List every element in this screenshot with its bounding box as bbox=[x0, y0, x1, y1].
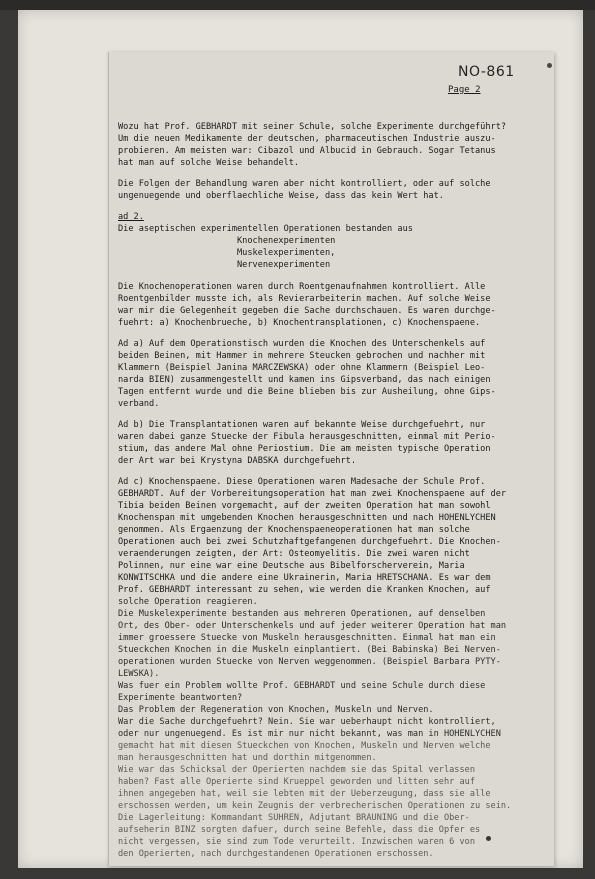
text-line: LEWSKA). bbox=[118, 669, 160, 679]
text-line: Knochenexperimenten bbox=[118, 236, 336, 246]
text-line: Roentgenbilder musste ich, als Revierarbeiterin machen. Auf solche Weise bbox=[118, 294, 491, 304]
text-line: Ad c) Knochenspaene. Diese Operationen waren Madesache der Schule Prof. bbox=[118, 477, 486, 487]
text-line: gemacht hat mit diesen Stueckchen von Knochen, Muskeln und Nerven welche bbox=[118, 741, 491, 751]
text-line: Die Knochenoperationen waren durch Roentgenaufnahmen kontrolliert. Alle bbox=[118, 282, 486, 292]
text-line: war mir die Gelegenheit gegeben die Sache durchschauen. Es waren durchge- bbox=[118, 306, 496, 316]
text-line: waren dabei ganze Stuecke der Fibula herausgeschnitten, einmal mit Perio- bbox=[118, 432, 496, 442]
text-line: erschossen werden, um kein Zeugnis der verbrecherischen Operationen zu sein. bbox=[118, 801, 512, 811]
text-line: veraenderungen zeigten, der Art: Osteomyelitis. Die zwei waren nicht bbox=[118, 549, 470, 559]
text-line: Die Lagerleitung: Kommandant SUHREN, Adjutant BRAUNING und die Ober- bbox=[118, 813, 470, 823]
text-line: fuehrt: a) Knochenbrueche, b) Knochentransplationen, c) Knochenspaene. bbox=[118, 318, 481, 328]
text-line: Die aseptischen experimentellen Operationen bestanden aus bbox=[118, 224, 413, 234]
text-line: ungenuegende und oberflaechliche Weise, dass das kein Wert hat. bbox=[118, 191, 444, 201]
text-line: haben? Fast alle Operierte sind Krueppel geworden und litten sehr auf bbox=[118, 777, 475, 787]
text-line: Die Muskelexperimente bestanden aus mehreren Operationen, auf denselben bbox=[118, 609, 486, 619]
text-line: Knochenspan mit umgebenden Knochen herausgeschnitten und nach HOHENLYCHEN bbox=[118, 513, 496, 523]
text-line: narda BIEN) zusammengestellt und kamen ins Gipsverband, das nach einigen bbox=[118, 375, 491, 385]
text-line: verband. bbox=[118, 399, 160, 409]
scan-edge bbox=[0, 0, 595, 10]
text-line: Operationen auch bei zwei Schutzhaftgefangenen durchgefuehrt. Die Knochen- bbox=[118, 537, 501, 547]
text-line: Ort, des Ober- oder Unterschenkels und auf jeder weiterer Operation hat man bbox=[118, 621, 507, 631]
text-line: KONWITSCHKA und die andere eine Ukrainerin, Maria HRETSCHANA. Es war dem bbox=[118, 573, 491, 583]
punch-hole bbox=[547, 63, 552, 68]
text-line: man herausgeschnitten hat und dorthin mitgenommen. bbox=[118, 753, 377, 763]
text-line: hat man auf solche Weise behandelt. bbox=[118, 158, 300, 168]
text-line: Die Folgen der Behandlung waren aber nicht kontrolliert, oder auf solche bbox=[118, 179, 491, 189]
text-line: Klammern (Beispiel Janina MARCZEWSKA) oder ohne Klammern (Beispiel Leo- bbox=[118, 363, 486, 373]
text-line: Ad b) Die Transplantationen waren auf bekannte Weise durchgefuehrt, nur bbox=[118, 420, 486, 430]
text-line: Was fuer ein Problem wollte Prof. GEBHARDT und seine Schule durch diese bbox=[118, 681, 486, 691]
text-line: genommen. Als Ergaenzung der Knochenspaeneoperationen hat man solche bbox=[118, 525, 470, 535]
text-line: stium, das andere Mal ohne Periostium. Die am meisten typische Operation bbox=[118, 444, 491, 454]
text-line: Experimente beantworten? bbox=[118, 693, 243, 703]
text-line: der Art war bei Krystyna DABSKA durchgefuehrt. bbox=[118, 456, 356, 466]
text-line: aufseherin BINZ sorgten dafuer, durch seine Befehle, dass die Opfer es bbox=[118, 825, 481, 835]
text-line: Wie war das Schicksal der Operierten nachdem sie das Spital verlassen bbox=[118, 765, 475, 775]
text-line: Stueckchen Knochen in die Muskeln einplantiert. (Bei Babinska) Bei Nerven- bbox=[118, 645, 501, 655]
text-line: Ad a) Auf dem Operationstisch wurden die Knochen des Unterschenkels auf bbox=[118, 339, 486, 349]
text-line: War die Sache durchgefuehrt? Nein. Sie war ueberhaupt nicht kontrolliert, bbox=[118, 717, 496, 727]
text-line: solche Operation reagieren. bbox=[118, 597, 258, 607]
text-line: Prof. GEBHARDT interessant zu sehen, wie werden die Kranken Knochen, auf bbox=[118, 585, 491, 595]
text-line: Um die neuen Medikamente der deutschen, pharmaceutischen Industrie auszu- bbox=[118, 134, 496, 144]
text-line: ihnen angegeben hat, weil sie lebten mit der Ueberzeugung, dass sie alle bbox=[118, 789, 491, 799]
text-line: Das Problem der Regeneration von Knochen, Muskeln und Nerven. bbox=[118, 705, 434, 715]
text-line: probieren. Am meisten war: Cibazol und Albucid in Gebrauch. Sogar Tetanus bbox=[118, 146, 496, 156]
text-line: beiden Beinen, mit Hammer in mehrere Steucken gebrochen und nachher mit bbox=[118, 351, 486, 361]
text-line: Nervenexperimenten bbox=[118, 260, 331, 270]
text-line: Muskelexperimenten, bbox=[118, 248, 336, 258]
text-line: ad 2. bbox=[118, 212, 144, 222]
text-line: den Operierten, nach durchgestandenen Operationen erschossen. bbox=[118, 849, 434, 859]
text-line: GEBHARDT. Auf der Vorbereitungsoperation hat man zwei Knochenspaene auf der bbox=[118, 489, 507, 499]
text-line: Tibia beiden Beinen vorgemacht, auf der zweiten Operation hat man sowohl bbox=[118, 501, 491, 511]
text-line: immer groessere Stuecke von Muskeln herausgeschnitten. Einmal hat man ein bbox=[118, 633, 496, 643]
page-label: Page 2 bbox=[448, 85, 481, 95]
text-line: oder nur ungenuegend. Es ist mir nur nicht bekannt, was man in HOHENLYCHEN bbox=[118, 729, 501, 739]
text-line: nicht vergessen, sie sind zum Tode verurteilt. Inzwischen waren 6 von bbox=[118, 837, 475, 847]
text-line: Tagen entfernt wurde und die Beine blieben bis zur Ausheilung, ohne Gips- bbox=[118, 387, 496, 397]
text-line: operationen wurden Stuecke von Nerven weggenommen. (Beispiel Barbara PYTY- bbox=[118, 657, 501, 667]
text-line: Polinnen, nur eine war eine Deutsche aus Bibelforscherverein, Maria bbox=[118, 561, 465, 571]
document-number: NO-861 bbox=[458, 64, 515, 80]
text-line: Wozu hat Prof. GEBHARDT mit seiner Schule, solche Experimente durchgeführt? bbox=[118, 122, 507, 132]
